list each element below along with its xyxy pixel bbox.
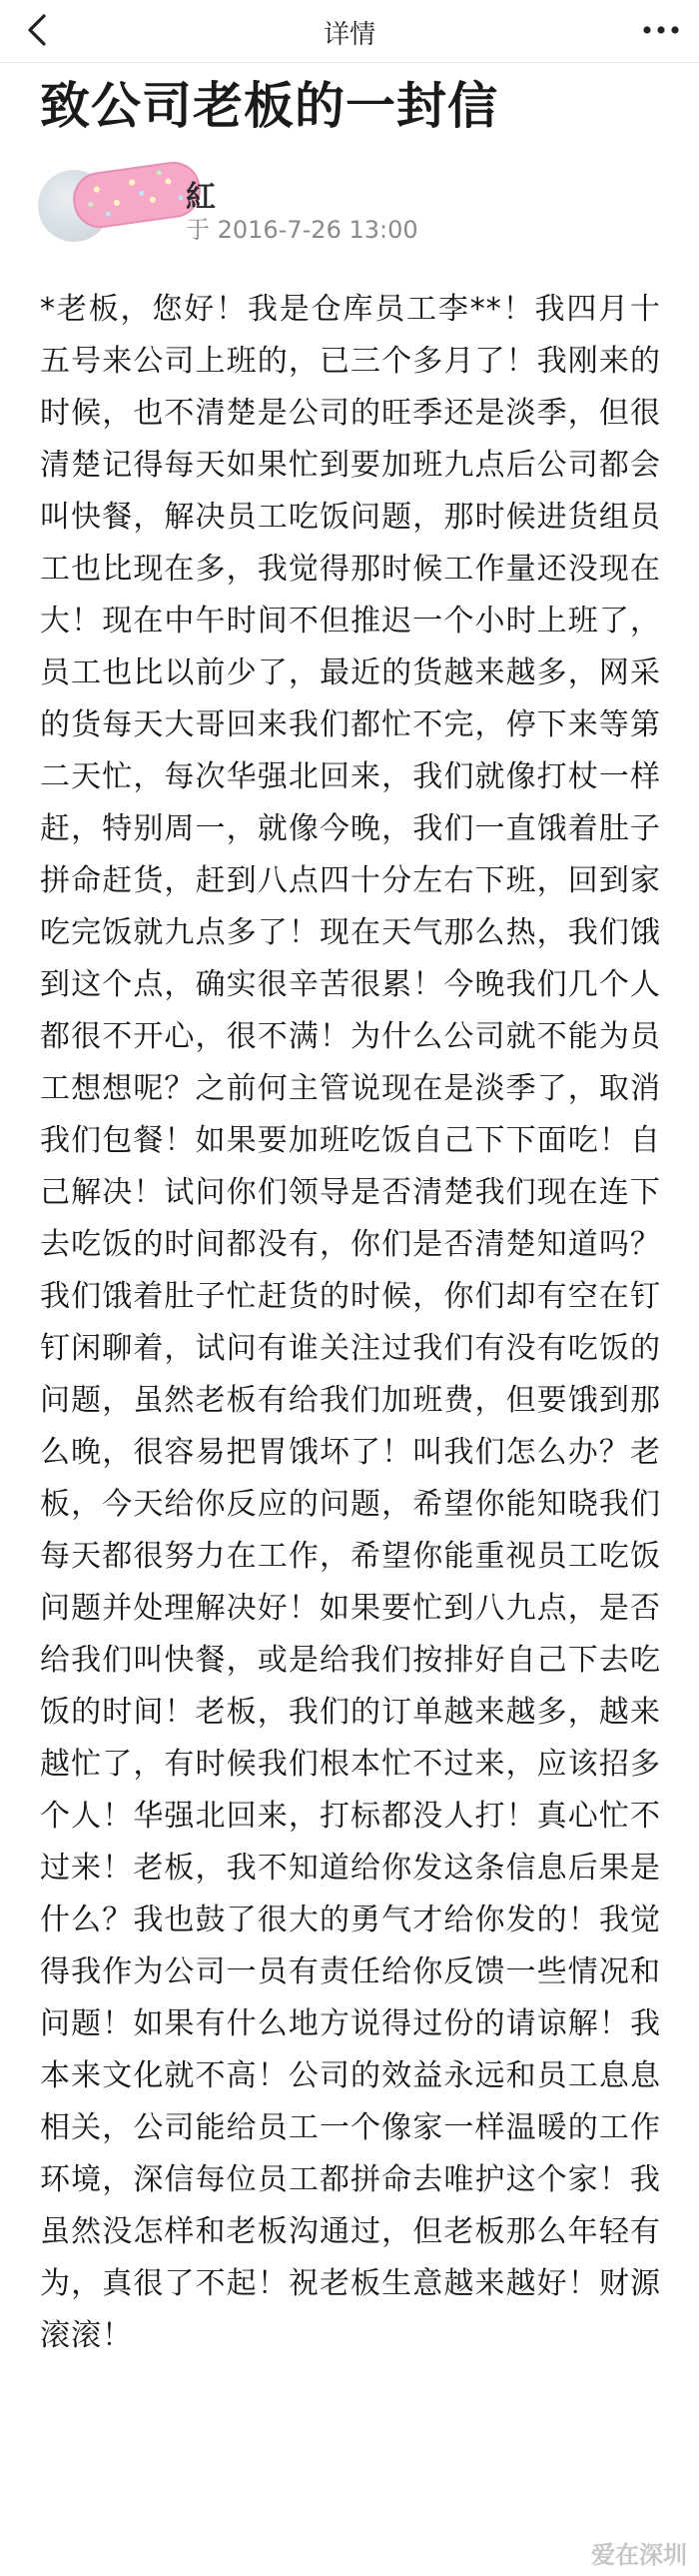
author-name[interactable]: 紅 [186, 180, 216, 215]
article-title: 致公司老板的一封信 [40, 77, 498, 135]
article-body: *老板，您好！我是仓库员工李**！我四月十五号来公司上班的，已三个多月了！我刚来的时候，也不清楚是公司的旺季还是淡季，但很清楚记得每天如果忙到要加班九点后公司都会叫快餐，解决员工吃饭问题，那时候进货组员工也比现在多，我觉得那时候工作量还没现在大！现在中午时间不但推迟一个小时上班了，员工也比以前少了，最近的货越来越多，网采的货每天大哥回来我们都忙不完，停下来等第二天忙，每次华强北回来，我们就像打杖一样赶，特别周一，就像今晚，我们一直饿着肚子拼命赶货，赶到八点四十分左右下班，回到家吃完饭就九点多了！现在天气那么热，我们饿到这个点，确实很辛苦很累！今晚我们几个人都很不开心，很不满！为什么公司就不能为员工想想呢？之前何主管说现在是淡季了，取消我们包餐！如果要加班吃饭自己下下面吃！自己解决！试问你们领导是否清楚我们现在连下去吃饭的时间都没有，你们是否清楚知道吗？我们饿着肚子忙赶货的时候，你们却有空在钉钉闲聊着，试问有谁关注过我们有没有吃饭的问题，虽然老板有给我们加班费，但要饿到那么晚，很容易把胃饿坏了！叫我们怎么办？老板，今天给你反应的问题，希望你能知晓我们每天都很努力在工作，希望你能重视员工吃饭问题并处理解决好！如果要忙到八九点，是否给我们叫快餐，或是给我们按排好自己下去吃饭的时间！老板，我们的订单越来越多，越来越忙了，有时候我们根本忙不过来，应该招多个人！华强北回来，打标都没人打！真心忙不过来！老板，我不知道给你发这条信息后果是什么？我也鼓了很大的勇气才给你发的！我觉得我作为公司一员有责任给你反馈一些情况和问题！如果有什么地方说得过份的请谅解！我本来文化就不高！公司的效益永远和员工息息相关，公司能给员工一个像家一样温暖的工作环境，深信每位员工都拼命去唯护这个家！我虽然没怎样和老板沟通过，但老板那么年轻有为，真很了不起！祝老板生意越来越好！财源滚滚！ [40, 292, 661, 2353]
top-navigation-bar [0, 0, 699, 63]
more-dots-icon [637, 14, 685, 46]
author-info [38, 160, 657, 270]
watermark: 爱在深圳 [591, 2541, 687, 2569]
post-timestamp: 于 2016-7-26 13:00 [186, 216, 418, 244]
page-title: 详情 [323, 20, 375, 50]
more-options-button[interactable] [637, 14, 685, 46]
